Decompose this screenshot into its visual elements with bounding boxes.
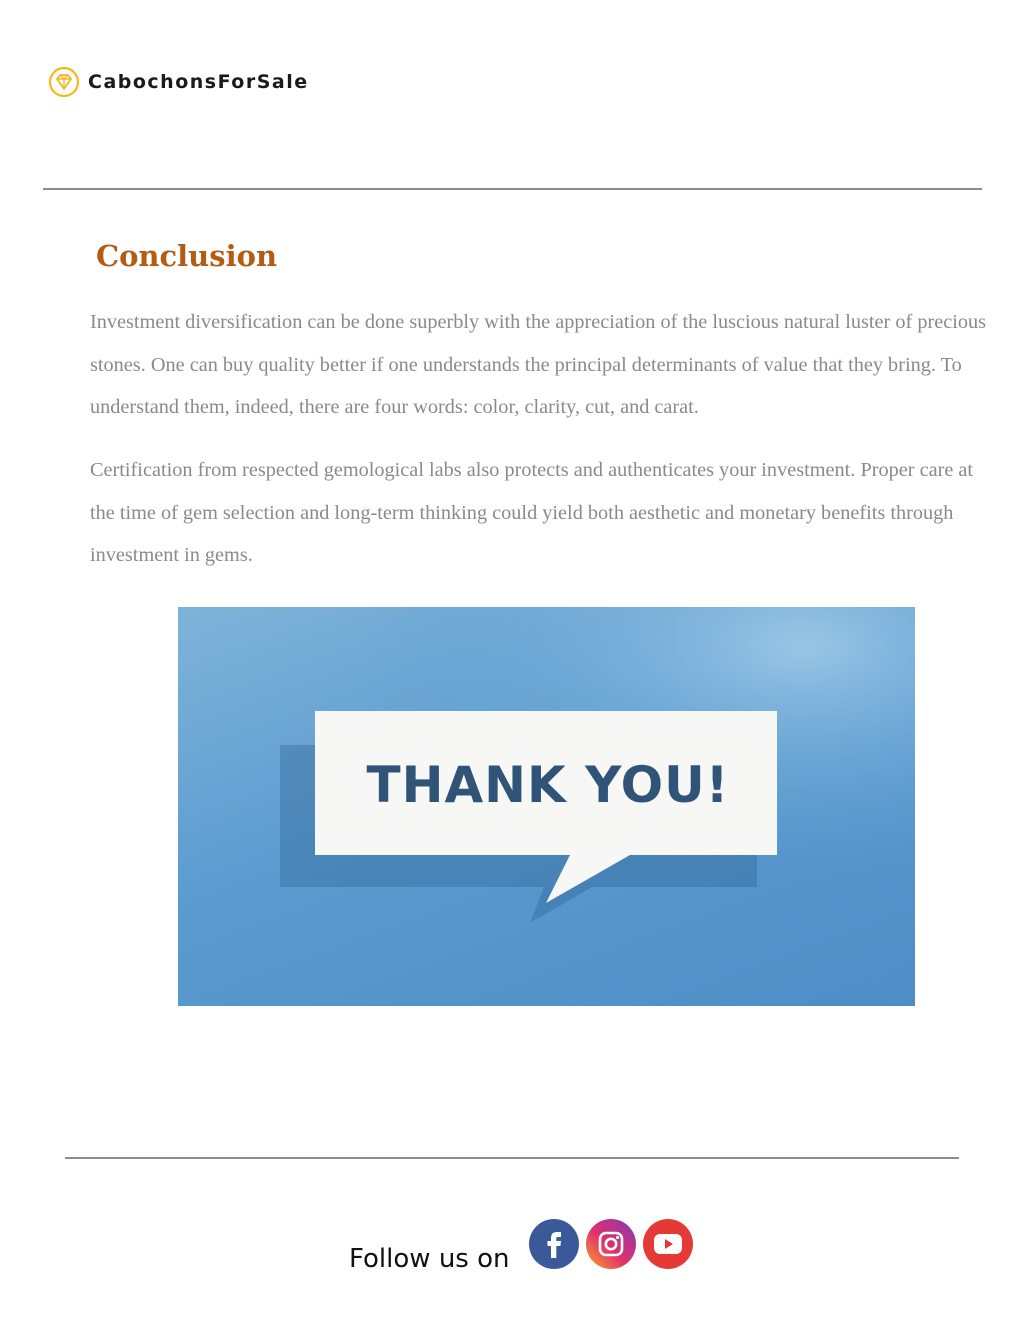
facebook-link[interactable] bbox=[528, 1218, 580, 1270]
conclusion-paragraph-1: Investment diversification can be done superbly with the appreciation of the luscious natural luster of precious stones. One can buy quality better if one understands the principal determinants of value that they bring. To understand them, indeed, there are four words: color, clarity, cut, and carat. bbox=[90, 311, 987, 418]
conclusion-paragraph-2: Certification from respected gemological labs also protects and authenticates your investment. Proper care at the time of gem selection and long-term thinking could yield both aesthetic and monetary benefits through investment in gems. bbox=[90, 459, 974, 566]
youtube-icon bbox=[642, 1218, 694, 1270]
youtube-link[interactable] bbox=[642, 1218, 694, 1270]
gem-logo-icon bbox=[48, 66, 80, 98]
thank-you-text: THANK YOU! bbox=[366, 756, 730, 814]
instagram-link[interactable] bbox=[585, 1218, 637, 1270]
thank-you-image bbox=[178, 607, 915, 1006]
follow-us-label: Follow us on bbox=[349, 1244, 510, 1274]
bottom-divider bbox=[65, 1157, 959, 1159]
instagram-icon bbox=[585, 1218, 637, 1270]
brand-logo[interactable] bbox=[48, 66, 309, 98]
facebook-icon bbox=[528, 1218, 580, 1270]
section-heading: Conclusion bbox=[96, 239, 278, 273]
brand-name: CabochonsForSale bbox=[88, 71, 309, 93]
top-divider bbox=[43, 188, 982, 190]
